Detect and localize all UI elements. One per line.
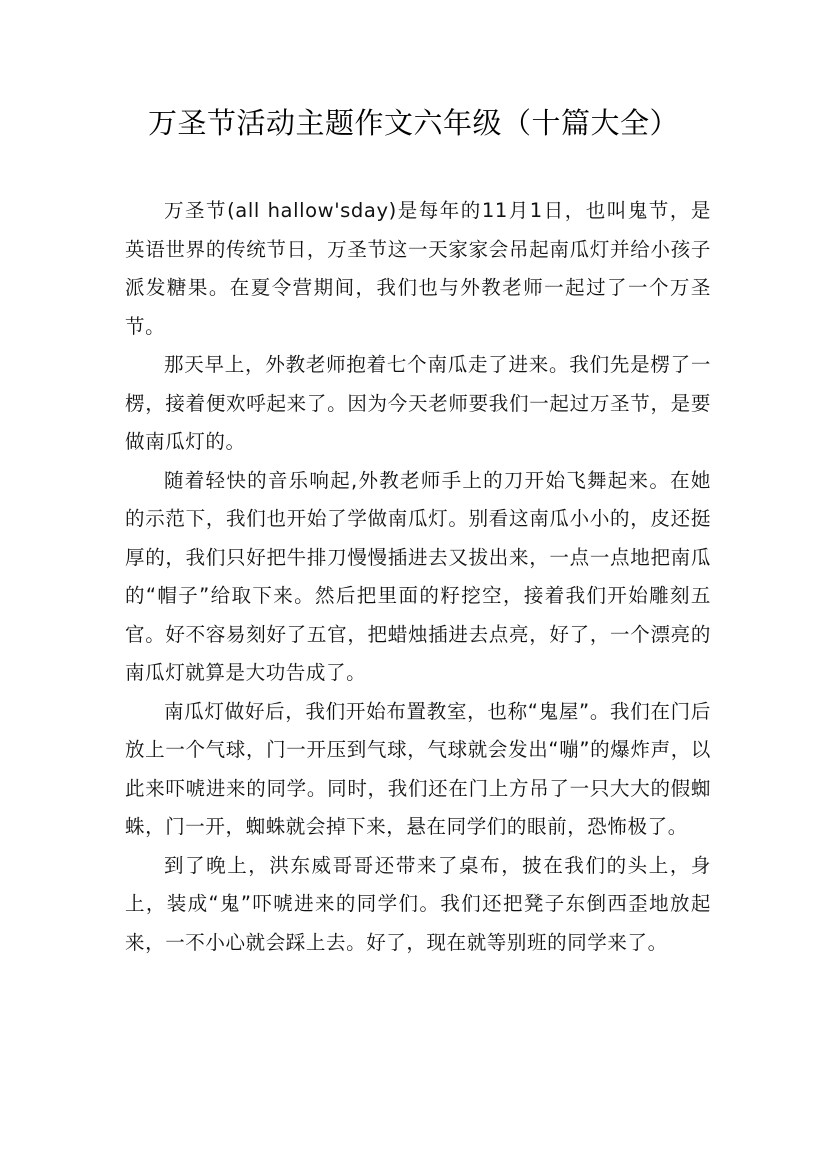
paragraph: 到了晚上，洪东威哥哥还带来了桌布，披在我们的头上，身上，装成“鬼”吓唬进来的同学们。我们还把凳子东倒西歪地放起来，一不小心就会踩上去。好了，现在就等别班的同学来了。 — [125, 853, 711, 954]
paragraph: 随着轻快的音乐响起,外教老师手上的刀开始飞舞起来。在她的示范下，我们也开始了学做南瓜灯。别看这南瓜小小的，皮还挺厚的，我们只好把牛排刀慢慢插进去又拔出来，一点一点地把南瓜的“帽子”给取下来。然后把里面的籽挖空，接着我们开始雕刻五官。好不容易刻好了五官，把蜡烛插进去点亮，好了，一个漂亮的南瓜灯就算是大功告成了。 — [125, 468, 711, 684]
document-body — [125, 192, 711, 962]
paragraph: 那天早上，外教老师抱着七个南瓜走了进来。我们先是楞了一楞，接着便欢呼起来了。因为今天老师要我们一起过万圣节，是要做南瓜灯的。 — [125, 353, 711, 453]
document-title: 万圣节活动主题作文六年级（十篇大全） — [147, 106, 679, 140]
paragraph: 万圣节(all hallow'sday)是每年的11月1日，也叫鬼节，是英语世界的传统节日，万圣节这一天家家会吊起南瓜灯并给小孩子派发糖果。在夏令营期间，我们也与外教老师一起过了一个万圣节。 — [125, 199, 711, 338]
paragraph: 南瓜灯做好后，我们开始布置教室，也称“鬼屋”。我们在门后放上一个气球，门一开压到气球，气球就会发出“嘣”的爆炸声，以此来吓唬进来的同学。同时，我们还在门上方吊了一只大大的假蜘蛛，门一开，蜘蛛就会掉下来，悬在同学们的眼前，恐怖极了。 — [125, 699, 711, 838]
